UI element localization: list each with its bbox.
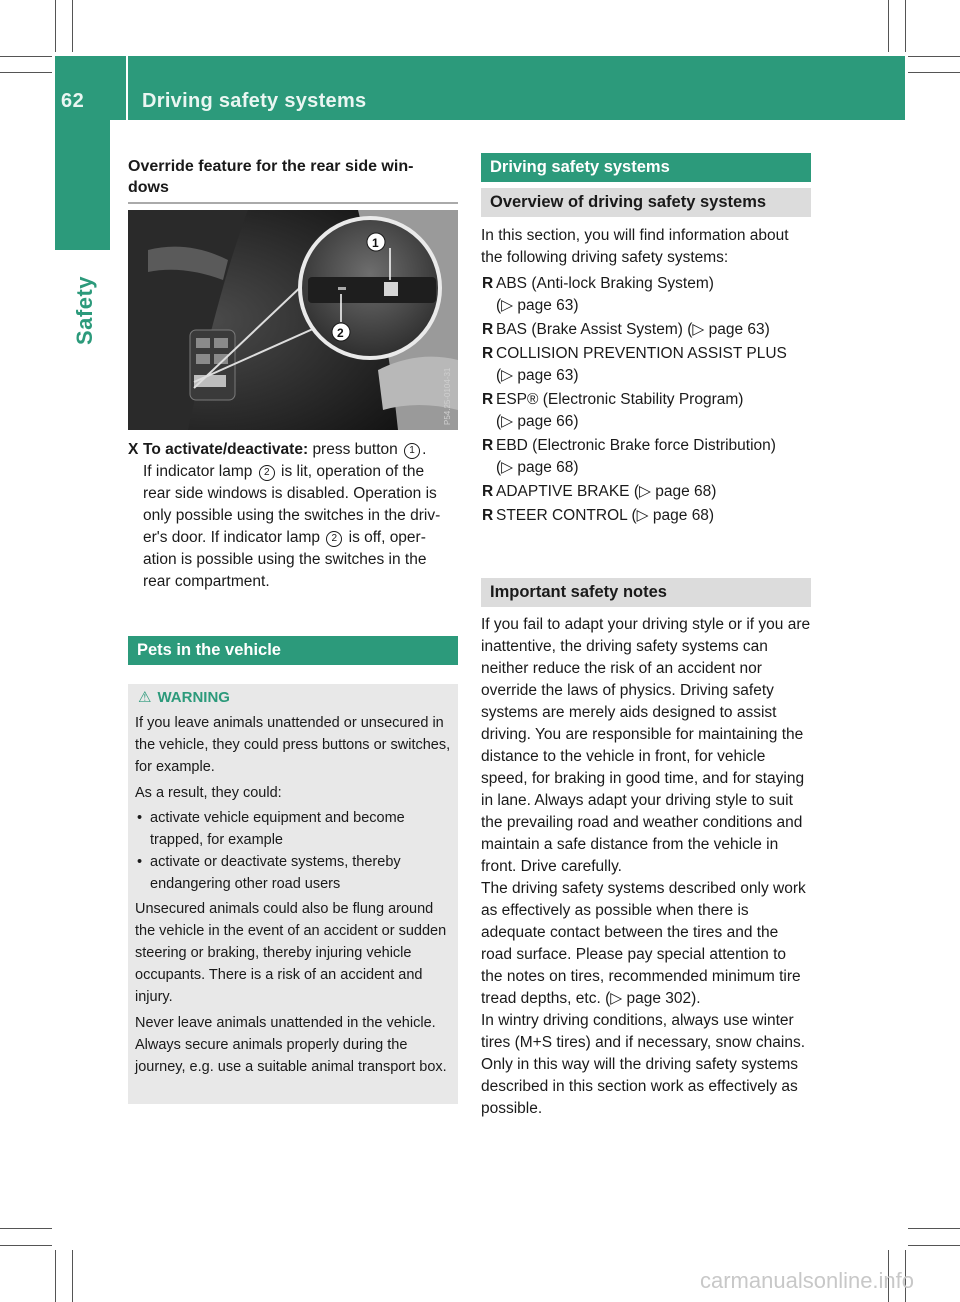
list-item: R STEER CONTROL (▷ page 68)	[482, 507, 715, 524]
page-ref-link[interactable]: (▷ page 68)	[496, 459, 579, 476]
list-item: R ESP® (Electronic Stability Program) (▷ page 66)	[482, 391, 744, 430]
notes-paragraph: The driving safety systems described only work as effectively as possible when there is adequate contact between the tires and the road surface. Please pay special attention to the notes on tires, recommended minimum tire tread depths, etc. (▷ page 302).	[481, 880, 806, 1007]
step-text: er's door. If indicator lamp	[143, 529, 320, 546]
overview-section	[481, 225, 811, 529]
step-text: is lit, operation of the	[281, 463, 425, 480]
step-text: .	[422, 441, 427, 458]
page-number: 62	[61, 90, 85, 112]
step-text: If indicator lamp	[143, 463, 253, 480]
page-header	[55, 56, 905, 120]
notes-paragraph: If you fail to adapt your driving style or if you are inattentive, the driving safety systems can neither reduce the risk of an accident nor override the laws of physics. Driving safety systems are merely aids designed to assist driving. You are responsible for maintaining the distance to the vehicle in front, for vehicle speed, for braking in good time, and for staying in lane. Always adapt your driving style to suit the prevailing road and weather conditions and maintain a safe distance from the vehicle in front. Drive carefully.	[481, 616, 811, 875]
callout-ref-2: 2	[326, 531, 342, 547]
warning-paragraph: Never leave animals unattended in the vehicle. Always secure animals properly during the journey, e.g. use a suitable animal transport box.	[135, 1015, 447, 1075]
step-text: press button	[312, 441, 398, 458]
systems-list	[481, 273, 811, 527]
callout-ref-2: 2	[259, 465, 275, 481]
notes-paragraph: In wintry driving conditions, always use winter tires (M+S tires) and if necessary, snow chains. Only in this way will the driving safety systems described in this section work as effectively as possible.	[481, 1012, 806, 1117]
header-title: Driving safety systems	[142, 90, 367, 112]
step-arrow-icon: X	[128, 441, 139, 458]
warning-paragraph: As a result, they could:	[135, 785, 282, 801]
heading-rule	[128, 202, 458, 204]
page-ref-link[interactable]: (▷ page 66)	[496, 413, 579, 430]
crop-mark	[908, 1245, 960, 1246]
override-heading	[128, 156, 458, 198]
pets-section-bar: Pets in the vehicle	[128, 636, 458, 665]
page-ref-link[interactable]: (▷ page 68)	[633, 483, 717, 500]
override-heading-line1: Override feature for the rear side win-	[128, 158, 414, 175]
crop-mark	[0, 1228, 52, 1229]
step-text: ation is possible using the switches in the	[143, 551, 427, 568]
crop-mark	[0, 1245, 52, 1246]
list-item: R EBD (Electronic Brake force Distribution) (▷ page 68)	[482, 437, 776, 476]
list-item: R ADAPTIVE BRAKE (▷ page 68)	[482, 483, 717, 500]
list-item: R ABS (Anti-lock Braking System) (▷ page 63)	[482, 275, 714, 314]
page-ref-link[interactable]: (▷ page 63)	[496, 297, 579, 314]
list-item: • activate vehicle equipment and become trapped, for example	[135, 807, 453, 851]
override-heading-line2: dows	[128, 179, 169, 196]
step-text: rear side windows is disabled. Operation is	[143, 485, 437, 502]
page-ref-link[interactable]: (▷ page 63)	[687, 321, 770, 338]
activate-step	[128, 439, 458, 593]
crop-mark	[908, 56, 960, 57]
callout-2: 2	[337, 326, 344, 340]
crop-mark	[908, 72, 960, 73]
callout-1: 1	[372, 236, 379, 250]
door-switch-photo	[128, 210, 458, 430]
page-ref-link[interactable]: (▷ page 63)	[496, 367, 579, 384]
header-separator	[126, 56, 128, 120]
crop-mark	[908, 1228, 960, 1229]
door-switch-illustration	[128, 210, 458, 430]
side-tab-label: Safety	[72, 275, 97, 345]
overview-bar: Overview of driving safety systems	[481, 188, 811, 217]
warning-triangle-icon: ⚠	[138, 689, 152, 706]
warning-box	[128, 684, 458, 1104]
side-tab	[55, 120, 110, 250]
crop-mark	[888, 0, 889, 52]
watermark: carmanualsonline.info	[700, 1268, 915, 1293]
callout-ref-1: 1	[404, 443, 420, 459]
step-label: To activate/deactivate:	[143, 441, 309, 458]
overview-intro: In this section, you will find information about the following driving safety systems:	[481, 227, 789, 266]
warning-title	[138, 687, 230, 709]
crop-mark	[905, 0, 906, 52]
step-text: only possible using the switches in the driv-	[143, 507, 441, 524]
list-item: • activate or deactivate systems, thereby endangering other road users	[135, 851, 453, 895]
list-item: R BAS (Brake Assist System) (▷ page 63)	[482, 321, 770, 338]
warning-paragraph: If you leave animals unattended or unsecured in the vehicle, they could press buttons or switches, for example.	[135, 715, 451, 775]
crop-mark	[72, 0, 73, 52]
page-ref-link[interactable]: (▷ page 68)	[631, 507, 715, 524]
list-item: R COLLISION PREVENTION ASSIST PLUS (▷ page 63)	[482, 345, 787, 384]
warning-title-text: WARNING	[157, 689, 230, 706]
step-text: is off, oper-	[348, 529, 426, 546]
crop-mark	[72, 1250, 73, 1302]
safety-notes-bar: Important safety notes	[481, 578, 811, 607]
crop-mark	[0, 56, 52, 57]
step-text: rear compartment.	[143, 573, 270, 590]
crop-mark	[55, 0, 56, 52]
photo-code: P54.25-0104-31	[443, 367, 452, 425]
warning-paragraph: Unsecured animals could also be flung around the vehicle in the event of an accident or sudden steering or braking, thereby injuring vehicle occupants. There is a risk of an accident and injury.	[135, 901, 447, 1005]
driving-safety-bar: Driving safety systems	[481, 153, 811, 182]
safety-notes-section	[481, 614, 811, 1120]
crop-mark	[0, 72, 52, 73]
warning-list	[135, 807, 453, 895]
override-section	[128, 156, 458, 204]
crop-mark	[55, 1250, 56, 1302]
